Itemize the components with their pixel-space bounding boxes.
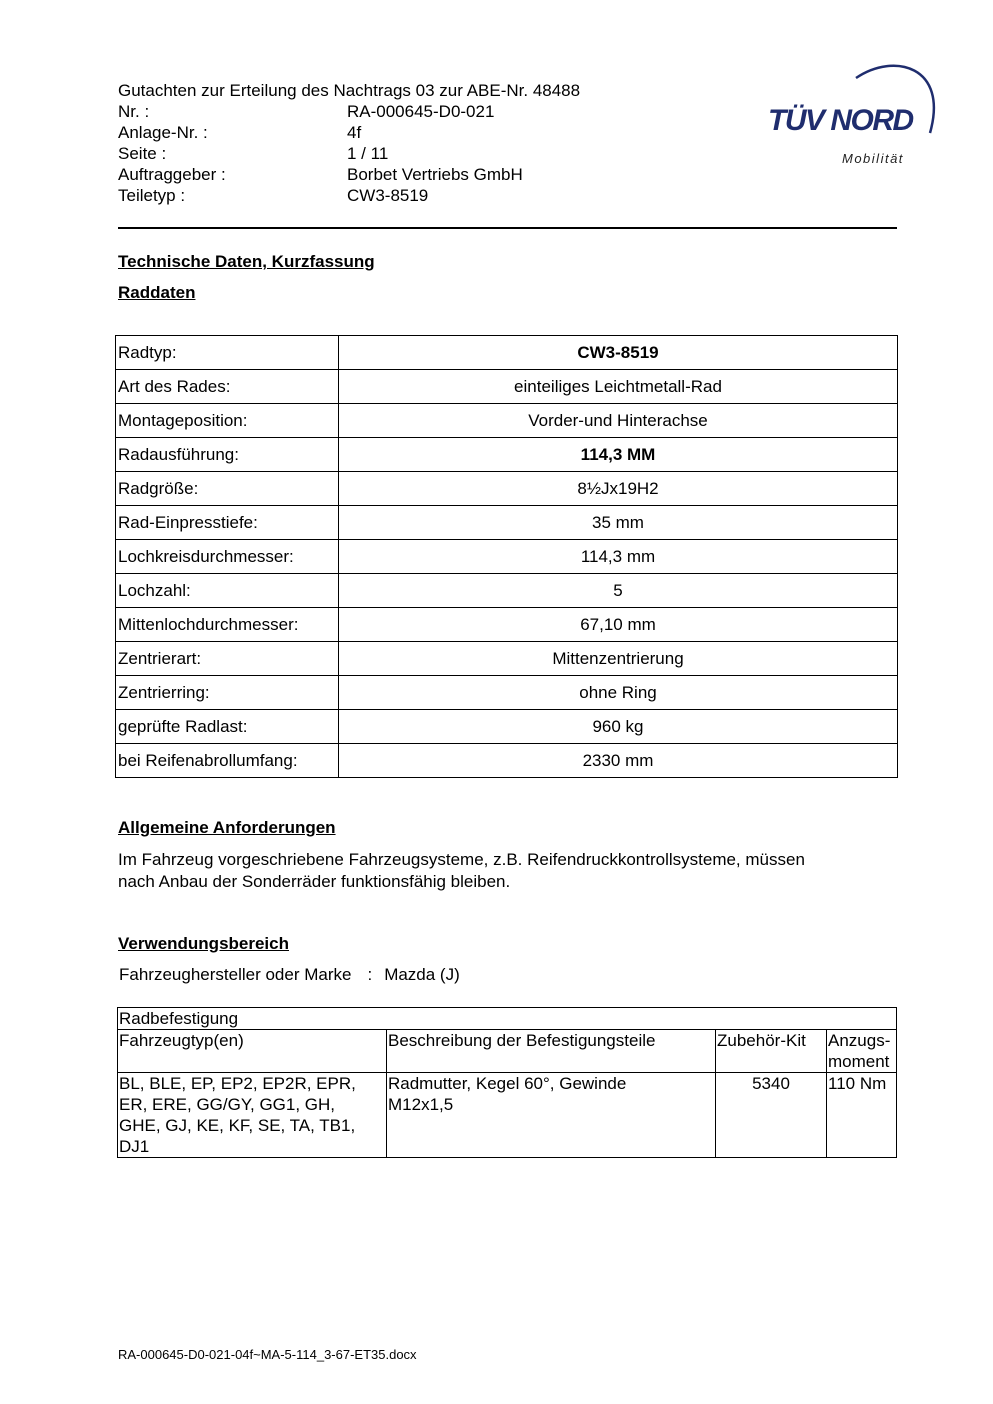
table-row	[116, 438, 898, 472]
row-label: Radausführung:	[116, 438, 339, 472]
kit-cell: 5340	[716, 1073, 827, 1158]
row-value: 35 mm	[339, 506, 898, 540]
row-label: Lochkreisdurchmesser:	[116, 540, 339, 574]
row-value: 114,3 mm	[339, 540, 898, 574]
table-row	[116, 608, 898, 642]
description-cell: Radmutter, Kegel 60°, Gewinde M12x1,5	[387, 1073, 716, 1158]
table-row	[116, 744, 898, 778]
row-label: Rad-Einpresstiefe:	[116, 506, 339, 540]
table-row	[118, 1008, 897, 1030]
header-torque: Anzugs- moment	[827, 1030, 897, 1073]
row-label: Art des Rades:	[116, 370, 339, 404]
logo-brand: TÜV NORD	[768, 104, 913, 137]
section-heading-tech: Technische Daten, Kurzfassung	[118, 252, 375, 271]
table-row	[118, 1073, 897, 1158]
row-value: 960 kg	[339, 710, 898, 744]
table-row	[116, 642, 898, 676]
table-row	[116, 676, 898, 710]
row-value: 2330 mm	[339, 744, 898, 778]
row-value: Mittenzentrierung	[339, 642, 898, 676]
header-row-seite: Seite : 1 / 11	[118, 144, 389, 163]
table-row	[116, 404, 898, 438]
table-row	[116, 506, 898, 540]
document-header	[118, 80, 580, 206]
header-kit: Zubehör-Kit	[716, 1030, 827, 1073]
section-heading-raddaten: Raddaten	[118, 283, 196, 302]
fastening-table	[117, 1007, 897, 1158]
row-value: CW3-8519	[339, 336, 898, 370]
header-row-nr: Nr. : RA-000645-D0-021	[118, 102, 495, 121]
torque-cell: 110 Nm	[827, 1073, 897, 1158]
requirements-paragraph: Im Fahrzeug vorgeschriebene Fahrzeugsysteme, z.B. Reifendruckkontrollsysteme, müssen nach Anbau der Sonderräder funktionsfähig bleiben.	[118, 850, 805, 891]
row-label: Zentrierart:	[116, 642, 339, 676]
table-row	[116, 370, 898, 404]
row-label: Radtyp:	[116, 336, 339, 370]
row-label: Zentrierring:	[116, 676, 339, 710]
fastening-title: Radbefestigung	[118, 1008, 897, 1030]
section-heading-verwendung: Verwendungsbereich	[118, 934, 289, 953]
table-row	[116, 540, 898, 574]
row-label: Radgröße:	[116, 472, 339, 506]
row-value: 114,3 MM	[339, 438, 898, 472]
manufacturer-line	[119, 965, 460, 985]
row-value: Vorder-und Hinterachse	[339, 404, 898, 438]
tuv-nord-logo	[764, 58, 944, 170]
row-value: 5	[339, 574, 898, 608]
header-description: Beschreibung der Befestigungsteile	[387, 1030, 716, 1073]
table-row	[116, 710, 898, 744]
logo-subtitle: Mobilität	[842, 151, 904, 166]
wheel-data-table	[115, 335, 898, 778]
header-row-teiletyp: Teiletyp : CW3-8519	[118, 186, 429, 205]
vehicle-types-cell: BL, BLE, EP, EP2, EP2R, EPR, ER, ERE, GG/GY, GG1, GH, GHE, GJ, KE, KF, SE, TA, TB1, DJ1	[118, 1073, 387, 1158]
row-label: Lochzahl:	[116, 574, 339, 608]
row-value: einteiliges Leichtmetall-Rad	[339, 370, 898, 404]
row-label: Montageposition:	[116, 404, 339, 438]
table-row	[116, 574, 898, 608]
header-vehicle-types: Fahrzeugtyp(en)	[118, 1030, 387, 1073]
header-row-anlage: Anlage-Nr. : 4f	[118, 123, 362, 142]
header-divider	[118, 227, 897, 229]
header-row-auftraggeber: Auftraggeber : Borbet Vertriebs GmbH	[118, 165, 523, 184]
manufacturer-separator: :	[367, 965, 373, 984]
footer-filename: RA-000645-D0-021-04f~MA-5-114_3-67-ET35.docx	[118, 1347, 417, 1362]
manufacturer-value: Mazda (J)	[384, 965, 460, 984]
table-row	[116, 472, 898, 506]
table-row	[116, 336, 898, 370]
row-label: bei Reifenabrollumfang:	[116, 744, 339, 778]
row-value: 67,10 mm	[339, 608, 898, 642]
row-label: Mittenlochdurchmesser:	[116, 608, 339, 642]
row-value: 8½Jx19H2	[339, 472, 898, 506]
manufacturer-label: Fahrzeughersteller oder Marke	[119, 965, 352, 984]
report-title: Gutachten zur Erteilung des Nachtrags 03 zur ABE-Nr. 48488	[118, 81, 581, 100]
row-label: geprüfte Radlast:	[116, 710, 339, 744]
table-header-row	[118, 1030, 897, 1073]
section-heading-allgemein: Allgemeine Anforderungen	[118, 818, 336, 837]
row-value: ohne Ring	[339, 676, 898, 710]
